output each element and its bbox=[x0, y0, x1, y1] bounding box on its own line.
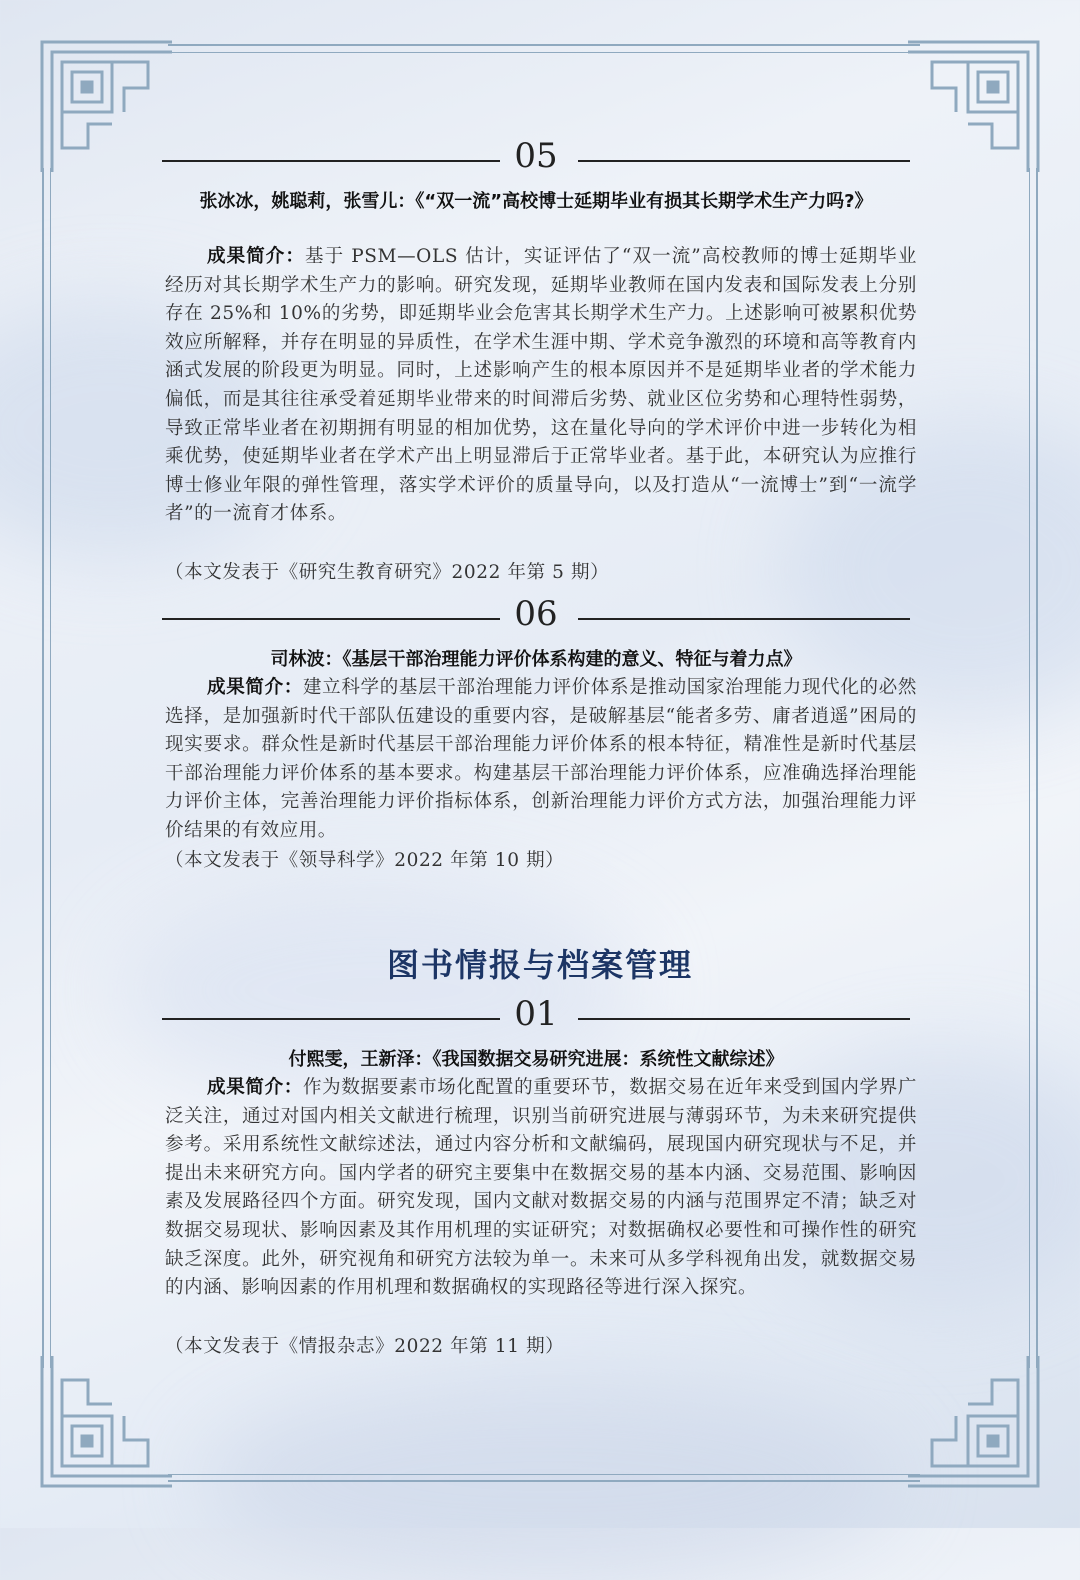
abstract-text: 基于 PSM—OLS 估计，实证评估了“双一流”高校教师的博士延期毕业经历对其长期学术生产力的影响。研究发现，延期毕业教师在国内发表和国际发表上分别存在 25%和 10%的劣势，即延期毕业会危害其长期学术生产力。上述影响可被累积优势效应所解释，并存在明显的异质性，在学术生涯中期、学术竞争激烈的环境和高等教育内涵式发展的阶段更为明显。同时，上述影响产生的根本原因并不是延期毕业者的学术能力偏低，而是其往往承受着延期毕业带来的时间滞后劣势、就业区位劣势和心理特性弱势，导致正常毕业者在初期拥有明显的相加优势，这在量化导向的学术评价中进一步转化为相乘优势，使延期毕业者在学术产出上明显滞后于正常毕业者。基于此，本研究认为应推行博士修业年限的弹性管理，落实学术评价的质量导向，以及打造从“一流博士”到“一流学者”的一流育才体系。 bbox=[165, 246, 917, 525]
entry-number: 05 bbox=[514, 136, 558, 176]
entry-source: （本文发表于《领导科学》2022 年第 10 期） bbox=[165, 850, 565, 871]
abstract-label: 成果简介： bbox=[207, 1077, 303, 1098]
corner-ornament-icon bbox=[902, 38, 1042, 178]
entry-abstract bbox=[165, 674, 917, 846]
entry-number: 06 bbox=[514, 594, 558, 634]
abstract-text: 建立科学的基层干部治理能力评价体系是推动国家治理能力现代化的必然选择，是加强新时代干部队伍建设的重要内容，是破解基层“能者多劳、庸者逍遥”困局的现实要求。群众性是新时代基层干部治理能力评价体系的根本特征，精准性是新时代基层干部治理能力评价体系的基本要求。构建基层干部治理能力评价体系，应准确选择治理能力评价主体，完善治理能力评价指标体系，创新治理能力评价方式方法，加强治理能力评价结果的有效应用。 bbox=[165, 677, 917, 841]
section-heading: 图书情报与档案管理 bbox=[386, 946, 693, 984]
abstract-label: 成果简介： bbox=[207, 246, 306, 267]
entry-title: 付熙雯，王新泽：《我国数据交易研究进展：系统性文献综述》 bbox=[288, 1049, 784, 1070]
entry-number-divider bbox=[162, 594, 910, 638]
corner-ornament-icon bbox=[902, 1350, 1042, 1490]
abstract-text: 作为数据要素市场化配置的重要环节，数据交易在近年来受到国内学界广泛关注，通过对国内相关文献进行梳理，识别当前研究进展与薄弱环节，为未来研究提供参考。采用系统性文献综述法，通过内容分析和文献编码，展现国内研究现状与不足，并提出未来研究方向。国内学者的研究主要集中在数据交易的基本内涵、交易范围、影响因素及发展路径四个方面。研究发现，国内文献对数据交易的内涵与范围界定不清；缺乏对数据交易现状、影响因素及其作用机理的实证研究；对数据确权必要性和可操作性的研究缺乏深度。此外，研究视角和研究方法较为单一。未来可从多学科视角出发，就数据交易的内涵、影响因素的作用机理和数据确权的实现路径等进行深入探究。 bbox=[165, 1077, 917, 1299]
entry-number-divider bbox=[162, 994, 910, 1038]
corner-ornament-icon bbox=[38, 1350, 178, 1490]
abstract-label: 成果简介： bbox=[207, 677, 303, 698]
entry-abstract bbox=[165, 243, 917, 529]
entry-source: （本文发表于《研究生教育研究》2022 年第 5 期） bbox=[165, 562, 610, 583]
entry-abstract bbox=[165, 1074, 917, 1303]
entry-number: 01 bbox=[514, 994, 558, 1034]
entry-title: 司林波：《基层干部治理能力评价体系构建的意义、特征与着力点》 bbox=[270, 649, 802, 670]
entry-title: 张冰冰，姚聪莉，张雪儿：《“双一流”高校博士延期毕业有损其长期学术生产力吗?》 bbox=[199, 191, 873, 212]
entry-number-divider bbox=[162, 136, 910, 180]
corner-ornament-icon bbox=[38, 38, 178, 178]
entry-source: （本文发表于《情报杂志》2022 年第 11 期） bbox=[165, 1336, 565, 1357]
